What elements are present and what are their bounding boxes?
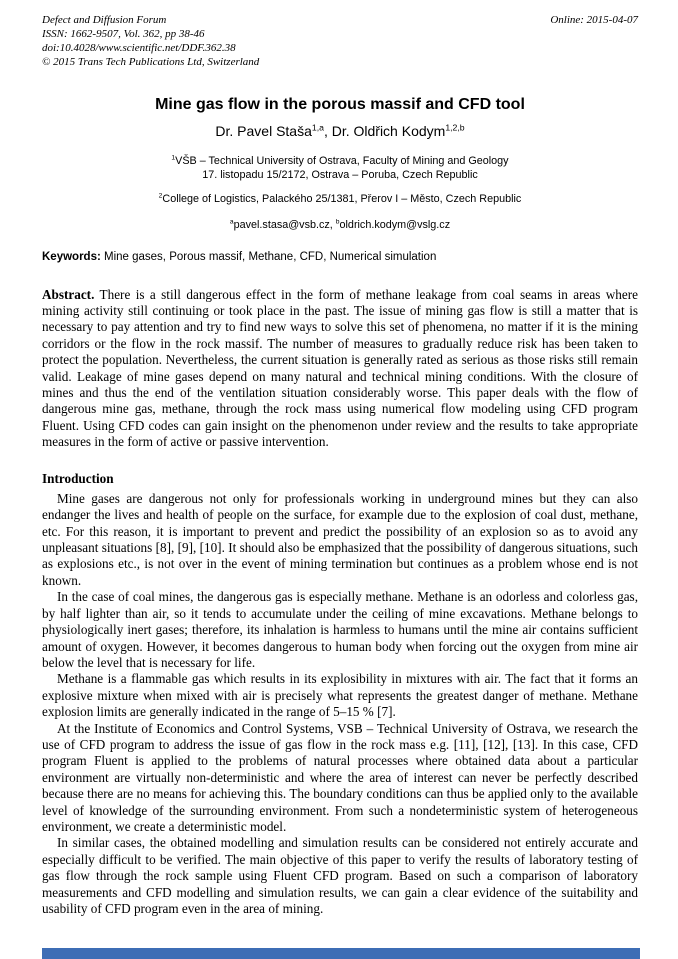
affiliation-2-text: College of Logistics, Palackého 25/1381, Přerov I – Město, Czech Republic — [162, 193, 522, 206]
page-header — [42, 14, 638, 70]
author-1: Dr. Pavel Staša — [215, 123, 312, 140]
email-b: oldrich.kodym@vslg.cz — [339, 219, 451, 232]
paper-title: Mine gas flow in the porous massif and CFD tool — [155, 95, 525, 113]
journal-doi-line: doi:10.4028/www.scientific.net/DDF.362.38 — [42, 41, 236, 54]
keywords-text: Mine gases, Porous massif, Methane, CFD, Numerical simulation — [100, 251, 437, 264]
section-heading-introduction: Introduction — [42, 470, 114, 486]
journal-info-block — [42, 14, 259, 70]
abstract-text: There is a still dangerous effect in the form of methane leakage from coal seams in areas where mining activity still continuing or took place in the past. The issue of mining gas flow is still a matter that is necessary to pay attention and try to find new ways to solve this set of phenomena, no matter if it is the mining corridors or the flow in the rock massif. The number of measures to gradually reduce risk has been taken to protect the population. Nevertheless, the current situation is generally rated as serious as those risks still remain valid. Leakage of mine gases depend on many natural and technical mining conditions. With the closure of mines and thus the end of the ventilation situation considerably worse. This paper deals with the flow of dangerous mine gas, methane, through the rock mass using numerical flow modeling using CFD program Fluent. Using CFD codes can gain insight on the phenomenon under review and the results to take appropriate measures in the form of active or passive intervention. — [42, 286, 638, 450]
affiliation-1 — [42, 154, 638, 184]
journal-issn-line: ISSN: 1662-9507, Vol. 362, pp 38-46 — [42, 27, 205, 40]
author-2-superscript: 1,2,b — [445, 122, 465, 133]
author-2: Dr. Oldřich Kodym — [331, 123, 446, 140]
author-emails-line — [42, 218, 638, 233]
affiliation-2 — [42, 192, 638, 207]
journal-copyright-line: © 2015 Trans Tech Publications Ltd, Switzerland — [42, 55, 260, 68]
introduction-paragraph-3: Methane is a flammable gas which results in its explosibility in mixtures with air. The fact that it forms an explosive mixture when mixed with air is precisely what represents the greatest danger of methane. Methane explosion limits are generally indicated in the range of 5–15 % [7]. — [42, 671, 638, 720]
affiliation-1-superscript: 1 — [171, 153, 176, 161]
authors-line — [42, 123, 638, 141]
journal-title: Defect and Diffusion Forum — [42, 14, 167, 26]
introduction-paragraph-4: At the Institute of Economics and Control Systems, VSB – Technical University of Ostrava, we research the use of CFD program to address the issue of gas flow in the rock mass e.g. [11], [12], [13]. In this case, CFD program Fluent is applied to the problems of natural processes where obtained data about a particular environment are virtually non-deterministic and where the area of interest can never be perfectly described because there are no means for achieving this. The boundary conditions can thus be applied only to the available level of knowledge of the surrounding environment. From such a nondeterministic system of heterogeneous environment, we create a deterministic model. — [42, 720, 638, 834]
affiliation-2-superscript: 2 — [158, 192, 163, 200]
introduction-paragraph-2: In the case of coal mines, the dangerous gas is especially methane. Methane is an odorless and colorless gas, by half lighter than air, so it tends to accumulate under the ceiling of mine excavations. Methane belongs to physiologically inert gases; therefore, its inhalation is harmless to humans until the mine air contains sufficient amount of oxygen. However, it becomes dangerous to human body when forcing out the oxygen from mine air below the level that is necessary for life. — [42, 589, 638, 670]
introduction-paragraph-5: In similar cases, the obtained modelling and simulation results can be considered not entirely accurate and especially difficult to be verified. The main objective of this paper to verify the results of laboratory testing of gas flow through the rock sample using Fluent CFD program. Based on such a comparison of laboratory measurements and CFD modelling and simulation results, we can gain a clear evidence of the suitability and usability of CFD program even in the area of mining. — [42, 835, 638, 917]
online-date: Online: 2015-04-07 — [550, 14, 638, 26]
email-b-superscript: b — [335, 218, 340, 226]
abstract-paragraph — [42, 287, 638, 451]
authors-separator: , — [323, 123, 332, 140]
abstract-label: Abstract. — [42, 286, 95, 302]
affiliation-2-line — [42, 192, 638, 207]
affiliation-1-line-1 — [42, 154, 638, 169]
keywords-label: Keywords: — [42, 251, 101, 264]
email-a-superscript: a — [229, 218, 234, 226]
email-a: pavel.stasa@vsb.cz, — [233, 219, 336, 232]
affiliation-1-text: VŠB – Technical University of Ostrava, Faculty of Mining and Geology — [175, 154, 509, 167]
author-1-superscript: 1,a — [311, 122, 324, 133]
keywords-line — [42, 250, 638, 266]
introduction-paragraph-1: Mine gases are dangerous not only for professionals working in underground mines but they can also endanger the lives and health of people on the surface, for example due to the explosion of coal dust, methane, etc. For this reason, it is important to prevent and predict the possibility of an explosion so as to avoid any unpleasant situations [8], [9], [10]. It should also be emphasized that the possibility of dangerous situations, such as explosions etc., is not over in the event of mining termination but continues as a problem whose end is not known. — [42, 490, 638, 588]
affiliation-1-line-2: 17. listopadu 15/2172, Ostrava – Poruba, Czech Republic — [202, 169, 478, 182]
footer-bar — [42, 948, 640, 959]
